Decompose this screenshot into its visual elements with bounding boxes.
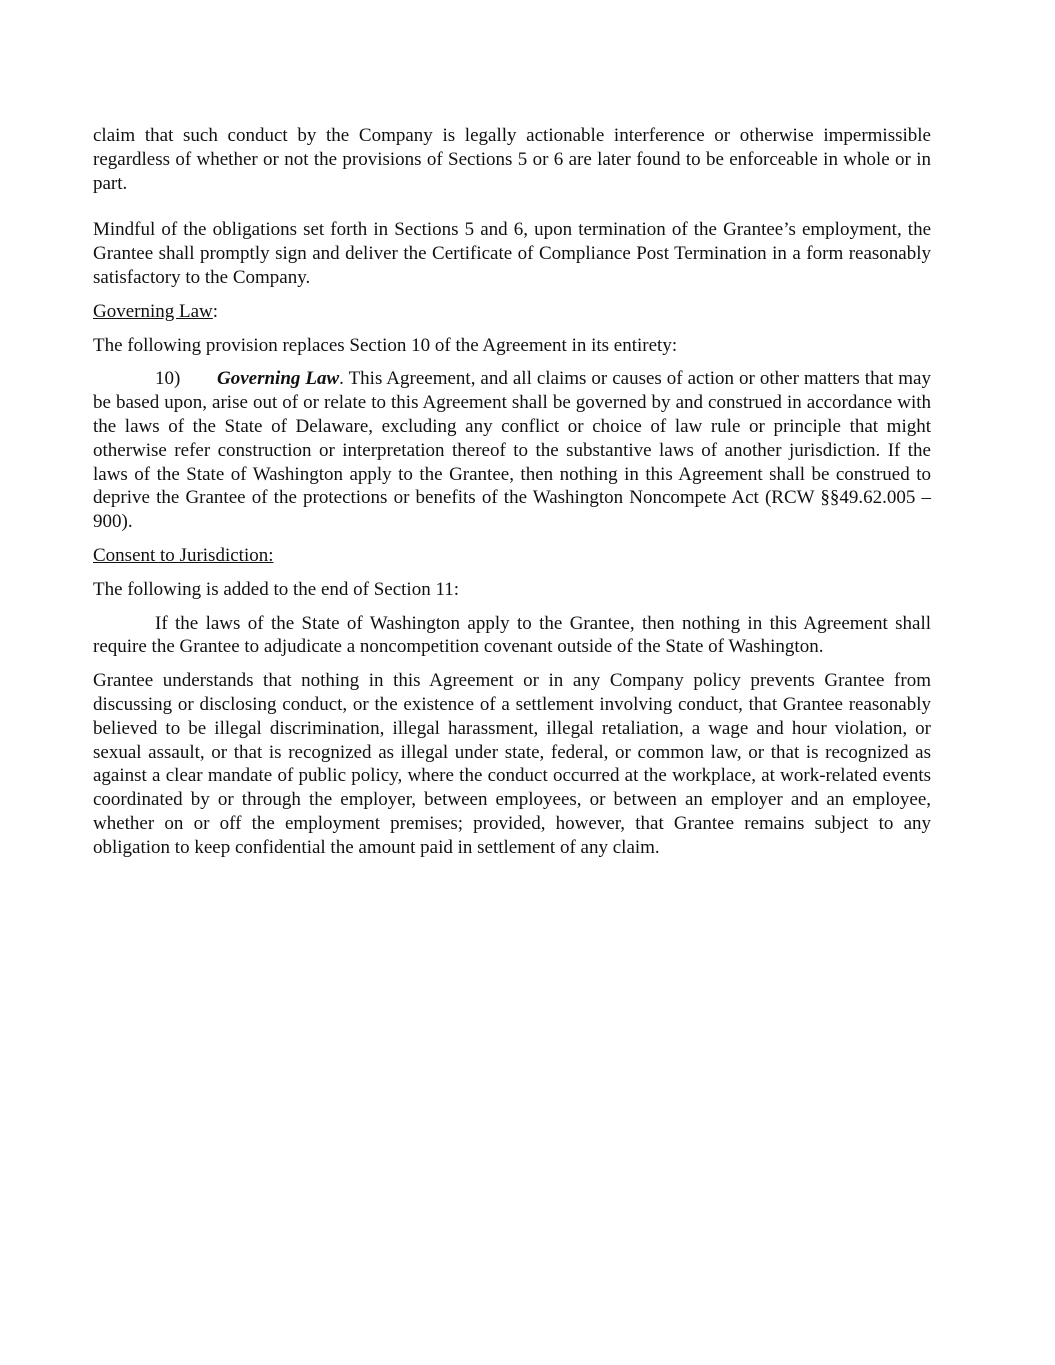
governing-law-heading-colon: : (212, 300, 219, 322)
governing-law-intro: The following provision replaces Section 10 of the Agreement in its entirety: (93, 334, 678, 356)
governing-law-heading-text: Governing Law (93, 300, 213, 322)
continuation-paragraph: claim that such conduct by the Company is legally actionable interference or otherwise impermissible regardless of whether or not the provisions of Sections 5 or 6 are later found to be enforceable in whole or in part. (93, 125, 931, 194)
section-10-paragraph (93, 367, 931, 534)
final-paragraph: Grantee understands that nothing in this Agreement or in any Company policy prevents Grantee from discussing or disclosing conduct, or the existence of a settlement involving conduct, that Grantee reasonably believed to be illegal discrimination, illegal harassment, illegal retaliation, a wage and hour violation, or sexual assault, or that is recognized as illegal under state, federal, or common law, or that is recognized as against a clear mandate of public policy, where the conduct occurred at the workplace, at work-related events coordinated by or through the employer, between employees, or between an employer and an employee, whether on or off the employment premises; provided, however, that Grantee remains subject to any obligation to keep confidential the amount paid in settlement of any claim. (93, 670, 931, 858)
consent-intro: The following is added to the end of Section 11: (93, 578, 460, 600)
certificate-paragraph: Mindful of the obligations set forth in Sections 5 and 6, upon termination of the Grantee’s employment, the Grantee shall promptly sign and deliver the Certificate of Compliance Post Termination in a form reasonably satisfactory to the Company. (93, 219, 931, 288)
document-page (93, 124, 931, 860)
consent-heading-text: Consent to Jurisdiction: (93, 544, 274, 566)
consent-heading (93, 544, 931, 568)
section-10-body: . This Agreement, and all claims or causes of action or other matters that may be based upon, arise out of or relate to this Agreement shall be governed by and construed in accordance with the laws of the State of Delaware, excluding any conflict or choice of law rule or principle that might otherwise refer construction or interpretation thereof to the substantive laws of another jurisdiction. If the laws of the State of Washington apply to the Grantee, then nothing in this Agreement shall be construed to deprive the Grantee of the protections or benefits of the Washington Noncompete Act (RCW §§49.62.005 – 900). (93, 368, 931, 533)
governing-law-heading (93, 300, 931, 324)
section-10-title: Governing Law (217, 368, 340, 390)
consent-body: If the laws of the State of Washington apply to the Grantee, then nothing in this Agreement shall require the Grantee to adjudicate a noncompetition covenant outside of the State of Washington. (93, 612, 931, 658)
section-10-number: 10) (155, 368, 181, 390)
